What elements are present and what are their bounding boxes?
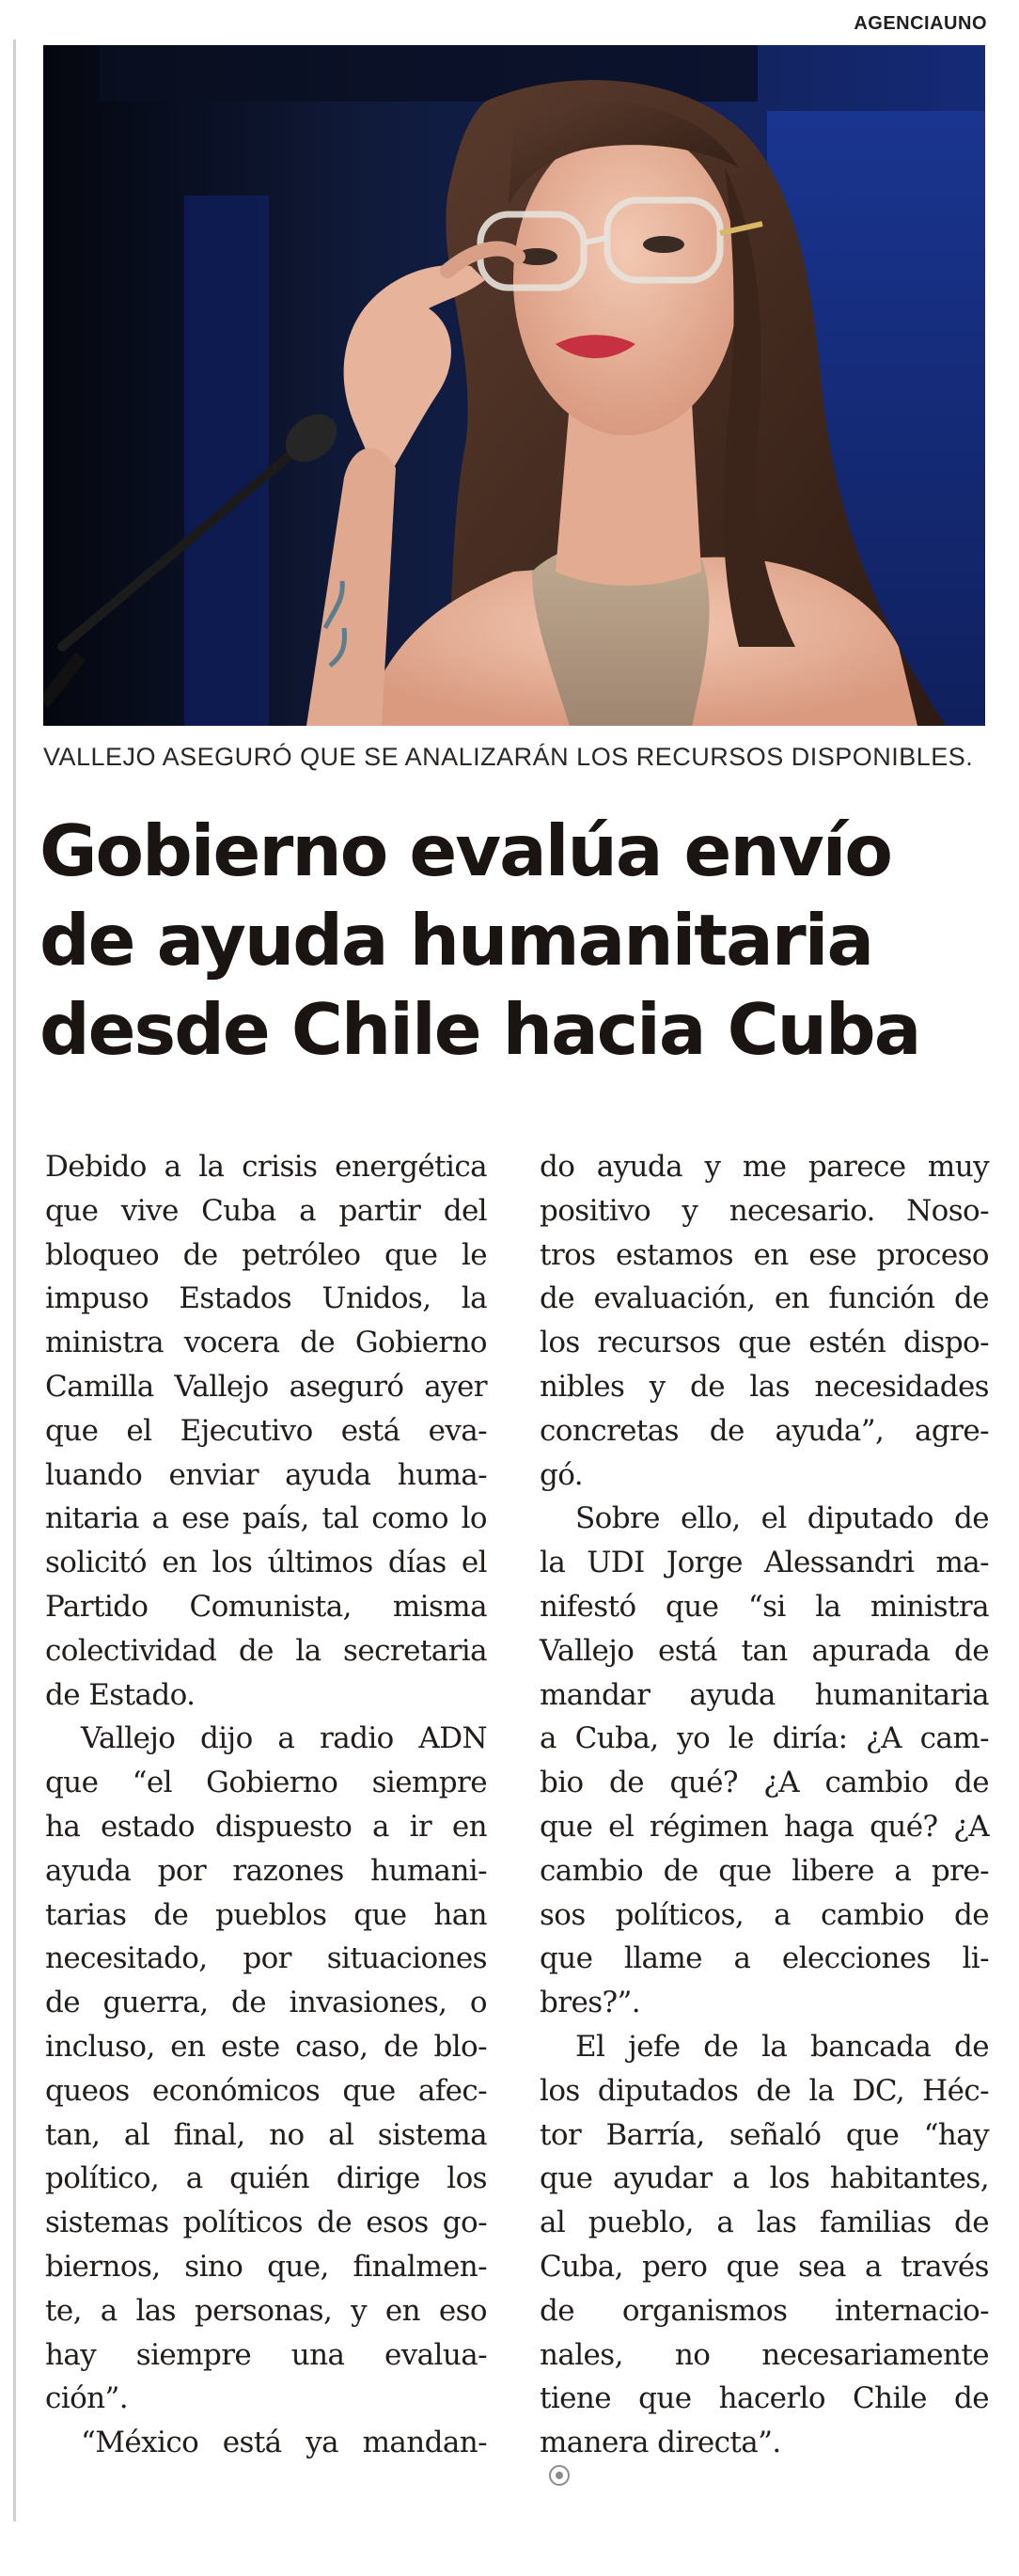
- body-line: El jefe de la bancada de: [575, 2029, 989, 2064]
- body-line: de organismos internacio-: [540, 2293, 989, 2328]
- body-line: Vallejo está tan apurada de: [540, 1633, 989, 1668]
- body-line: Vallejo dijo a radio ADN: [81, 1721, 487, 1756]
- body-line: solicitó en los últimos días el: [45, 1546, 487, 1580]
- body-line: que ayudar a los habitantes,: [540, 2161, 989, 2196]
- body-line: do ayuda y me parece muy: [540, 1150, 989, 1184]
- left-rule: [13, 39, 16, 2521]
- body-line: ayuda por razones humani-: [45, 1853, 487, 1888]
- body-line: tiene que hacerlo Chile de: [540, 2381, 989, 2416]
- article-column-left: [45, 1145, 487, 2465]
- body-line: Partido Comunista, misma: [45, 1589, 487, 1624]
- body-line: necesitado, por situaciones: [45, 1941, 487, 1976]
- body-line: que el régimen haga qué? ¿A: [540, 1809, 989, 1844]
- body-line: Camilla Vallejo aseguró ayer: [45, 1369, 487, 1404]
- body-line: Sobre ello, el diputado de: [575, 1501, 989, 1536]
- body-line: de evaluación, en función de: [540, 1281, 989, 1316]
- body-line: sistemas políticos de esos go-: [45, 2206, 487, 2240]
- body-line: bloqueo de petróleo que le: [45, 1237, 487, 1272]
- photo-credit: AGENCIAUNO: [854, 13, 987, 34]
- body-line: te, a las personas, y en eso: [45, 2293, 487, 2328]
- body-line: ha estado dispuesto a ir en: [45, 1809, 487, 1844]
- body-line: al pueblo, a las familias de: [540, 2206, 989, 2240]
- body-line: biernos, sino que, finalmen-: [45, 2249, 487, 2284]
- body-line: nibles y de las necesidades: [540, 1369, 989, 1404]
- body-line: sos políticos, a cambio de: [540, 1897, 989, 1932]
- body-line: mandar ayuda humanitaria: [540, 1677, 989, 1712]
- body-line-last: [540, 2421, 989, 2486]
- body-line: que vive Cuba a partir del: [45, 1193, 487, 1228]
- body-line: Debido a la crisis energética: [45, 1150, 487, 1184]
- photo-illustration: [43, 45, 985, 726]
- body-line: tor Barría, señaló que “hay: [540, 2117, 989, 2152]
- body-line: ción”.: [45, 2381, 129, 2416]
- body-line: positivo y necesario. Noso-: [540, 1193, 989, 1228]
- article-photo: [43, 45, 985, 726]
- body-line: de Estado.: [45, 1677, 196, 1712]
- body-line: tan, al final, no al sistema: [45, 2117, 487, 2152]
- body-line: Cuba, pero que sea a través: [540, 2249, 989, 2284]
- body-line: que el Ejecutivo está eva-: [45, 1413, 487, 1448]
- body-line: nales, no necesariamente: [540, 2337, 989, 2372]
- body-line: a Cuba, yo le diría: ¿A cam-: [540, 1721, 989, 1756]
- body-line: cambio de que libere a pre-: [540, 1853, 989, 1888]
- body-line: bres?”.: [540, 1986, 641, 2020]
- body-line: bio de qué? ¿A cambio de: [540, 1766, 989, 1800]
- body-line: gó.: [540, 1457, 584, 1492]
- body-line: los diputados de la DC, Héc-: [540, 2073, 989, 2108]
- headline: [39, 807, 998, 1075]
- body-line: político, a quién dirige los: [45, 2161, 487, 2196]
- photo-caption: VALLEJO ASEGURÓ QUE SE ANALIZARÁN LOS RECURSOS DISPONIBLES.: [43, 743, 974, 771]
- body-line: impuso Estados Unidos, la: [45, 1281, 487, 1316]
- article-column-right: [540, 1145, 989, 2486]
- body-line: nitaria a ese país, tal como lo: [45, 1501, 487, 1536]
- body-line: colectividad de la secretaria: [45, 1633, 487, 1668]
- headline-line: Gobierno evalúa envío: [39, 809, 891, 892]
- body-line: la UDI Jorge Alessandri ma-: [540, 1546, 989, 1580]
- body-line: que “el Gobierno siempre: [45, 1766, 487, 1800]
- body-line: queos económicos que afec-: [45, 2073, 487, 2108]
- body-line: tarias de pueblos que han: [45, 1897, 487, 1932]
- body-line-text: manera directa”.: [540, 2426, 781, 2460]
- body-line: luando enviar ayuda huma-: [45, 1457, 487, 1492]
- end-of-article-icon: [549, 2465, 570, 2486]
- body-line: que llame a elecciones li-: [540, 1941, 989, 1976]
- body-line: incluso, en este caso, de blo-: [45, 2029, 487, 2064]
- body-line: hay siempre una evalua-: [45, 2337, 487, 2372]
- headline-line: desde Chile hacia Cuba: [39, 988, 920, 1071]
- body-line: nifestó que “si la ministra: [540, 1589, 989, 1624]
- body-line: los recursos que estén dispo-: [540, 1326, 989, 1360]
- body-line: ministra vocera de Gobierno: [45, 1326, 487, 1360]
- body-line: de guerra, de invasiones, o: [45, 1986, 487, 2020]
- headline-line: de ayuda humanitaria: [39, 899, 873, 982]
- body-line: “México está ya mandan-: [81, 2426, 487, 2460]
- body-line: tros estamos en ese proceso: [540, 1237, 989, 1272]
- body-line: concretas de ayuda”, agre-: [540, 1413, 989, 1448]
